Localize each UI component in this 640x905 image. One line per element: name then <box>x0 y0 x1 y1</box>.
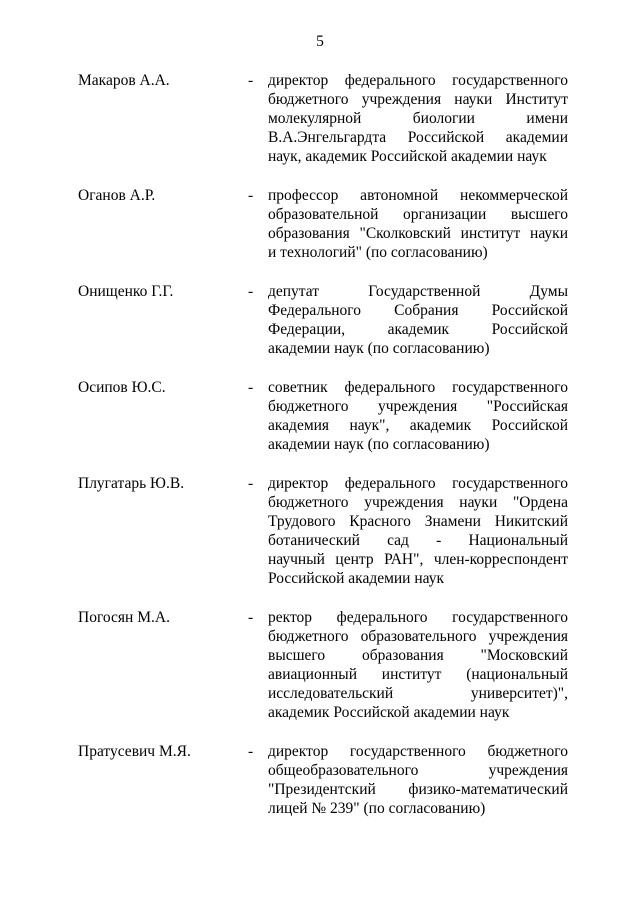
position-line: высшего образования "Московский <box>268 647 568 664</box>
page-number: 5 <box>316 33 324 50</box>
member-position <box>268 474 568 588</box>
list-item <box>0 608 640 722</box>
position-line: научный центр РАН", член-корреспондент <box>268 551 568 568</box>
position-line: бюджетного учреждения "Российская <box>268 398 568 415</box>
list-item <box>0 282 640 358</box>
position-line: академии наук (по согласованию) <box>268 340 490 357</box>
position-line: Трудового Красного Знамени Никитский <box>268 513 568 530</box>
member-name: Осипов Ю.С. <box>78 379 166 396</box>
position-line: Российской академии наук <box>268 570 445 587</box>
member-position <box>268 282 568 358</box>
member-name: Онищенко Г.Г. <box>78 283 174 300</box>
position-line: авиационный институт (национальный <box>268 666 568 683</box>
list-item <box>0 742 640 818</box>
list-item <box>0 186 640 262</box>
dash-separator: - <box>248 187 254 204</box>
position-line: Федерального Собрания Российской <box>268 302 568 319</box>
position-line: бюджетного учреждения науки Институт <box>268 91 568 108</box>
position-line: директор федерального государственного <box>268 72 568 89</box>
position-line: депутат Государственной Думы <box>268 283 568 300</box>
member-position <box>268 608 568 722</box>
position-line: советник федерального государственного <box>268 379 568 396</box>
list-item <box>0 474 640 588</box>
position-line: бюджетного образовательного учреждения <box>268 628 568 645</box>
dash-separator: - <box>248 283 254 300</box>
position-line: и технологий" (по согласованию) <box>268 244 488 261</box>
member-name: Погосян М.А. <box>78 609 170 626</box>
position-line: В.А.Энгельгардта Российской академии <box>268 129 568 146</box>
member-list <box>0 71 640 818</box>
member-name: Пратусевич М.Я. <box>78 743 191 760</box>
position-line: директор федерального государственного <box>268 475 568 492</box>
position-line: профессор автономной некоммерческой <box>268 187 568 204</box>
dash-separator: - <box>248 743 254 760</box>
member-name: Плугатарь Ю.В. <box>78 475 185 492</box>
position-line: ректор федерального государственного <box>268 609 568 626</box>
member-position <box>268 186 568 262</box>
member-position <box>268 71 568 166</box>
member-name: Макаров А.А. <box>78 72 170 89</box>
position-line: академия наук", академик Российской <box>268 417 568 434</box>
list-item <box>0 378 640 454</box>
position-line: ботанический сад - Национальный <box>268 532 568 549</box>
position-line: "Президентский физико-математический <box>268 781 568 798</box>
member-name: Оганов А.Р. <box>78 187 156 204</box>
position-line: академик Российской академии наук <box>268 704 510 721</box>
dash-separator: - <box>248 379 254 396</box>
position-line: Федерации, академик Российской <box>268 321 568 338</box>
position-line: бюджетного учреждения науки "Ордена <box>268 494 568 511</box>
position-line: образовательной организации высшего <box>268 206 568 223</box>
position-line: образования "Сколковский институт науки <box>268 225 568 242</box>
dash-separator: - <box>248 475 254 492</box>
position-line: академии наук (по согласованию) <box>268 436 490 453</box>
position-line: наук, академик Российской академии наук <box>268 148 547 165</box>
member-position <box>268 742 568 818</box>
dash-separator: - <box>248 72 254 89</box>
position-line: директор государственного бюджетного <box>268 743 568 760</box>
position-line: молекулярной биологии имени <box>268 110 568 127</box>
dash-separator: - <box>248 609 254 626</box>
list-item <box>0 71 640 166</box>
position-line: исследовательский университет)", <box>268 685 568 702</box>
position-line: лицей № 239" (по согласованию) <box>268 800 486 817</box>
position-line: общеобразовательного учреждения <box>268 762 568 779</box>
member-position <box>268 378 568 454</box>
